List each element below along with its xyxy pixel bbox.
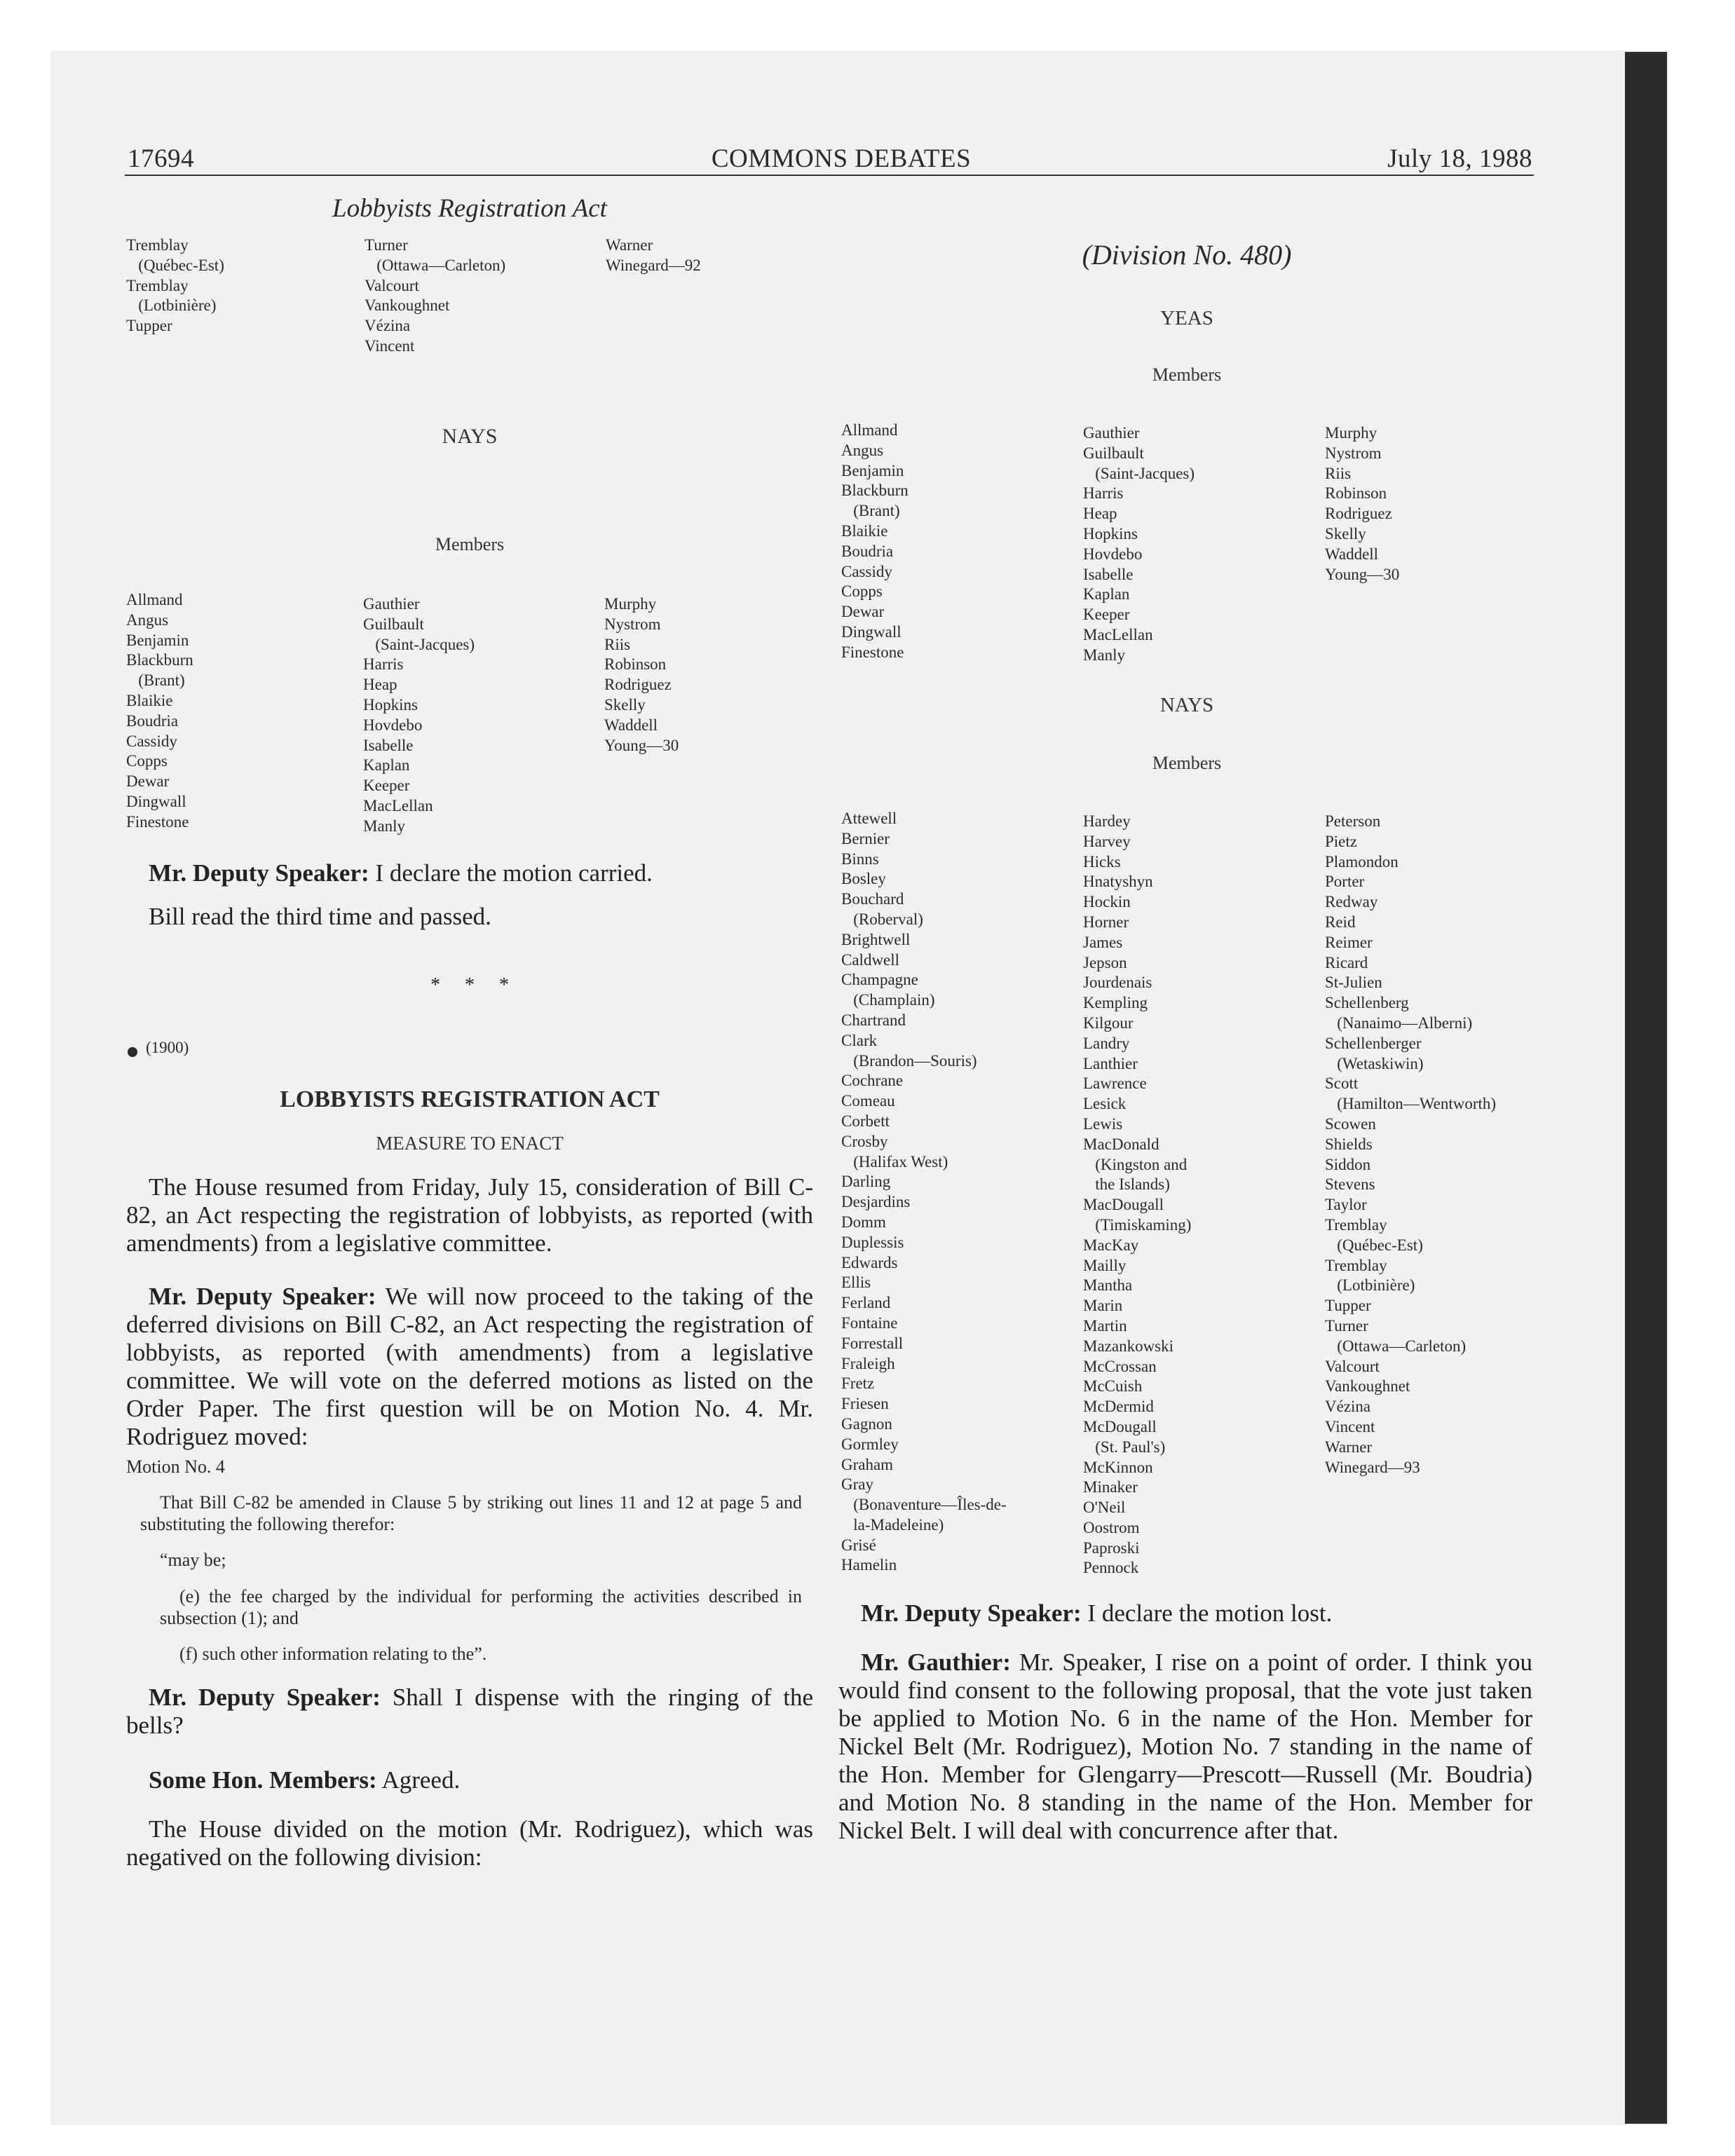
member-name: Rodriguez [604,676,672,694]
speaker-name: Mr. Deputy Speaker: [861,1599,1082,1627]
members-heading: Members [435,534,505,554]
nays-col-1 [126,590,193,833]
member-name: Stevens [1325,1175,1375,1194]
member-name: Lanthier [1083,1054,1138,1072]
quote-item-f: (f) such other information relating to the”. [179,1644,487,1664]
member-name: Rodriguez [1325,505,1392,523]
right-nays-col-2 [1083,812,1191,1578]
member-name: Winegard—93 [1325,1458,1420,1476]
member-name: Oostrom [1083,1518,1140,1536]
member-name: Nystrom [1325,444,1382,462]
member-name: Riis [604,635,631,653]
member-name: Warner [1325,1438,1373,1456]
member-name: Hicks [1083,852,1121,871]
member-name: (Ottawa—Carleton) [1325,1337,1467,1355]
member-name: Graham [841,1455,894,1473]
time-marker: (1900) [146,1039,189,1056]
member-name: Keeper [363,777,410,795]
member-name: Marin [1083,1297,1123,1315]
member-name: Blackburn [841,482,909,500]
member-name: Angus [126,610,169,629]
member-name: Pietz [1325,832,1357,850]
member-name: Tupper [126,317,172,335]
section-separator: * * * [430,974,509,996]
member-name: Redway [1325,893,1378,911]
binding-shadow [1625,52,1667,2124]
member-name: Murphy [604,595,657,613]
member-name: MacDonald [1083,1135,1159,1153]
member-name: Blackburn [126,651,193,669]
member-name: Blaikie [841,521,888,540]
member-name: Hockin [1083,893,1131,911]
nays-members-heading: Members [1152,753,1222,773]
member-name: Taylor [1325,1196,1367,1214]
member-name: Tupper [1325,1297,1371,1315]
member-name: Pennock [1083,1559,1139,1577]
member-name: MacDougall [1083,1196,1164,1214]
right-nays-col-1 [841,809,1007,1576]
member-name: (St. Paul's) [1083,1438,1166,1456]
member-name: (Wetaskiwin) [1325,1054,1424,1072]
member-name: Isabelle [363,736,414,754]
speaker-name: Mr. Gauthier: [861,1649,1011,1676]
yeas-members-heading: Members [1152,364,1222,385]
member-name: Vézina [1325,1398,1371,1416]
motion-label: Motion No. 4 [126,1456,225,1477]
member-name: Hopkins [363,695,418,714]
member-name: Kaplan [363,756,410,775]
member-name: Duplessis [841,1233,904,1251]
member-name: Brightwell [841,930,911,948]
member-name: Champagne [841,971,918,989]
speaker-name: Mr. Deputy Speaker: [149,1283,376,1310]
section-title: LOBBYISTS REGISTRATION ACT [280,1086,660,1112]
member-name: McKinnon [1083,1458,1153,1476]
member-name: Caldwell [841,950,900,969]
member-name: (Timiskaming) [1083,1215,1192,1234]
member-name: Desjardins [841,1193,911,1211]
member-name: Tremblay [1325,1215,1387,1234]
member-name: Finestone [126,812,189,831]
member-name: Vincent [1325,1417,1375,1435]
member-name: Dingwall [841,622,901,641]
member-name: (Lotbinière) [1325,1276,1415,1295]
member-name: Horner [1083,913,1129,931]
member-name: Friesen [841,1395,889,1413]
member-name: Murphy [1325,424,1377,442]
member-name: Bouchard [841,890,904,908]
member-name: Minaker [1083,1478,1138,1496]
yeas-col-3 [1325,423,1399,585]
page-date: July 18, 1988 [1387,144,1532,173]
member-name: Vincent [365,336,415,355]
top-col-2 [365,236,505,357]
member-name: Vankoughnet [1325,1377,1410,1396]
member-name: Crosby [841,1132,888,1150]
member-name: Riis [1325,464,1352,482]
member-name: Plamondon [1325,852,1399,871]
right-nays-col-3 [1325,812,1496,1478]
member-name: (Champlain) [841,991,935,1009]
member-name: MacLellan [1083,625,1153,643]
member-name: Comeau [841,1092,895,1110]
member-name: Peterson [1325,812,1381,830]
right-nays-heading: NAYS [1159,694,1214,716]
member-name: Dewar [126,772,170,791]
member-name: Ellis [841,1274,871,1292]
member-name: Bosley [841,870,886,888]
member-name: Boudria [841,542,894,560]
member-name: Fraleigh [841,1354,895,1372]
division-number: (Division No. 480) [1082,239,1292,271]
member-name: (Québec-Est) [126,256,224,274]
bullet-icon [128,1047,137,1057]
member-name: Tremblay [126,276,189,294]
member-name: Clark [841,1031,878,1049]
member-name: Finestone [841,643,904,661]
member-name: the Islands) [1083,1175,1170,1194]
member-name: Reimer [1325,933,1373,951]
member-name: MacLellan [363,796,433,814]
member-name: Skelly [1325,524,1366,543]
section-subtitle: MEASURE TO ENACT [376,1133,564,1154]
third-reading-paragraph: Bill read the third time and passed. [149,903,491,930]
member-name: Jepson [1083,953,1127,971]
member-name: Allmand [126,591,183,608]
member-name: Nystrom [604,615,661,633]
member-name: McDermid [1083,1398,1154,1416]
member-name: MacKay [1083,1236,1139,1254]
member-name: (Roberval) [841,910,923,928]
member-name: Robinson [1325,484,1387,503]
member-name: St-Julien [1325,974,1382,992]
house-divided-paragraph: The House divided on the motion (Mr. Rodriguez), which was negatived on the following division: [126,1815,813,1871]
member-name: Hnatyshyn [1083,873,1153,891]
running-title: Lobbyists Registration Act [332,194,607,223]
member-name: Cochrane [841,1072,904,1090]
member-name: Jourdenais [1083,974,1152,992]
member-name: Binns [841,850,879,868]
member-name: Dingwall [126,792,186,810]
member-name: Harris [363,655,404,674]
member-name: Attewell [841,810,897,827]
motion-lost-paragraph: Mr. Deputy Speaker: I declare the motion lost. [861,1599,1333,1627]
member-name: Fretz [841,1374,875,1393]
member-name: (Lotbinière) [126,296,217,315]
yeas-col-1 [841,421,909,663]
member-name: Waddell [604,716,658,734]
member-name: (Saint-Jacques) [1083,464,1195,482]
quote-item-e: (e) the fee charged by the individual for performing the activities described in subsection (1); and [160,1586,802,1628]
header-rule [125,175,1534,176]
member-name: Lawrence [1083,1074,1147,1093]
member-name: Fontaine [841,1314,898,1332]
member-name: Heap [1083,505,1117,523]
member-name: Young—30 [604,736,679,754]
member-name: Mantha [1083,1276,1133,1295]
member-name: McCuish [1083,1377,1143,1396]
member-name: Gauthier [1083,424,1140,442]
member-name: Gray [841,1475,873,1494]
member-name: Forrestall [841,1334,904,1352]
member-name: Shields [1325,1135,1373,1153]
member-name: Kaplan [1083,585,1130,603]
member-name: Mazankowski [1083,1337,1174,1355]
point-of-order-paragraph: Mr. Gauthier: Mr. Speaker, I rise on a point of order. I think you would find consent to the following proposal, that the vote just taken be applied to Motion No. 6 in the name of the Hon. Member for Nickel Belt (Mr. Rodriguez), Motion No. 7 standing in the name of the Hon. Member for Glengarry—Prescott—Russell (Mr. Boudria) and Motion No. 8 standing in the name of the Hon. Member for Nickel Belt. I will deal with concurrence after that. [838,1649,1532,1844]
member-name: Tremblay [1325,1256,1387,1274]
member-name: Allmand [841,421,898,439]
nays-col-2 [363,594,475,837]
member-name: Lewis [1083,1114,1123,1133]
member-name: Corbett [841,1112,890,1130]
member-name: (Kingston and [1083,1155,1188,1173]
member-name: la-Madeleine) [841,1515,944,1534]
member-name: Angus [841,441,884,459]
member-name: Ferland [841,1294,891,1312]
resumed-paragraph: The House resumed from Friday, July 15, consideration of Bill C-82, an Act respecting the registration of lobbyists, as reported (with amendments) from a legislative committee. [126,1173,813,1257]
member-name: Mailly [1083,1256,1127,1274]
member-name: Young—30 [1325,565,1400,583]
member-name: Ricard [1325,953,1368,971]
member-name: Manly [1083,646,1126,664]
member-name: Schellenberg [1325,994,1409,1012]
member-name: Gagnon [841,1414,892,1433]
member-name: Bernier [841,829,890,847]
member-name: Guilbault [363,615,424,633]
member-name: Vézina [365,317,411,335]
member-name: (Ottawa—Carleton) [365,256,506,274]
member-name: Copps [841,582,883,601]
nays-heading: NAYS [442,425,498,448]
agreed-paragraph: Some Hon. Members: Agreed. [149,1766,461,1794]
member-name: Scott [1325,1074,1359,1093]
member-name: Blaikie [126,691,173,709]
member-name: Domm [841,1213,886,1231]
member-name: Isabelle [1083,565,1134,583]
member-name: (Québec-Est) [1325,1236,1423,1254]
member-name: (Hamilton—Wentworth) [1325,1095,1497,1113]
member-name: Harvey [1083,832,1131,850]
member-name: (Brandon—Souris) [841,1051,977,1070]
member-name: Copps [126,752,168,770]
member-name: Reid [1325,913,1356,931]
member-name: Hardey [1083,812,1131,830]
member-name: (Nanaimo—Alberni) [1325,1014,1473,1032]
member-name: Tremblay [126,236,189,254]
member-name: Valcourt [1325,1357,1380,1375]
member-name: Porter [1325,873,1365,891]
yeas-col-2 [1083,423,1195,666]
member-name: Gauthier [363,595,420,613]
member-name: Grisé [841,1536,876,1554]
member-name: Guilbault [1083,444,1144,462]
motion-text: That Bill C-82 be amended in Clause 5 by striking out lines 11 and 12 at page 5 and substituting the following therefor: [140,1492,802,1534]
yeas-heading: YEAS [1160,307,1213,329]
top-col-3 [606,236,701,276]
member-name: Warner [606,236,653,254]
member-name: Keeper [1083,606,1130,624]
member-name: Kempling [1083,994,1148,1012]
member-name: Turner [365,236,408,254]
member-name: Paproski [1083,1538,1140,1557]
member-name: Landry [1083,1034,1130,1052]
member-name: Boudria [126,711,179,730]
member-name: Edwards [841,1253,898,1271]
member-name: Robinson [604,655,667,674]
member-name: Vankoughnet [365,296,450,315]
member-name: Chartrand [841,1011,906,1029]
member-name: (Brant) [126,671,185,690]
member-name: Kilgour [1083,1014,1134,1032]
member-name: (Bonaventure—Îles-de- [841,1496,1007,1514]
member-name: Benjamin [126,631,189,649]
member-name: (Brant) [841,502,900,520]
speaker-name: Some Hon. Members: [149,1766,377,1794]
member-name: Benjamin [841,461,904,479]
member-name: Skelly [604,695,646,714]
deferred-divisions-paragraph: Mr. Deputy Speaker: We will now proceed to the taking of the deferred divisions on Bill C-82, an Act respecting the registration of lobbyists, as reported (with amendments) from a legislative committee. We will vote on the deferred motions as listed on the Order Paper. The first question will be on Motion No. 4. Mr. Rodriguez moved: [126,1283,813,1450]
member-name: Heap [363,676,397,694]
page-number: 17694 [128,144,194,173]
member-name: Darling [841,1173,891,1191]
member-name: Hovdebo [363,716,423,734]
member-name: Siddon [1325,1155,1371,1173]
publication-title: COMMONS DEBATES [711,144,972,173]
ringing-bells-paragraph: Mr. Deputy Speaker: Shall I dispense with the ringing of the bells? [126,1684,813,1739]
member-name: Gormley [841,1435,899,1453]
member-name: McDougall [1083,1417,1157,1435]
member-name: Hopkins [1083,524,1138,543]
member-name: Scowen [1325,1114,1376,1133]
speaker-name: Mr. Deputy Speaker: [149,1684,381,1711]
member-name: Lesick [1083,1095,1127,1113]
member-name: (Halifax West) [841,1152,948,1171]
member-name: Waddell [1325,545,1379,563]
member-name: Schellenberger [1325,1034,1422,1052]
member-name: Cassidy [126,732,177,750]
nays-col-3 [604,594,679,756]
member-name: (Saint-Jacques) [363,635,475,653]
member-name: McCrossan [1083,1357,1157,1375]
member-name: James [1083,933,1123,951]
speaker-name: Mr. Deputy Speaker: [149,859,369,887]
member-name: Harris [1083,484,1124,503]
member-name: Dewar [841,603,885,621]
member-name: Hovdebo [1083,545,1143,563]
member-name: Winegard—92 [606,256,701,274]
top-col-1 [126,236,224,336]
quote-open: “may be; [160,1550,226,1570]
member-name: Turner [1325,1316,1368,1335]
member-name: O'Neil [1083,1499,1126,1517]
member-name: Martin [1083,1316,1127,1335]
member-name: Cassidy [841,562,892,580]
motion-carried-paragraph: Mr. Deputy Speaker: I declare the motion carried. [149,859,653,887]
member-name: Manly [363,817,406,835]
member-name: Hamelin [841,1556,897,1574]
member-name: Valcourt [365,276,419,294]
